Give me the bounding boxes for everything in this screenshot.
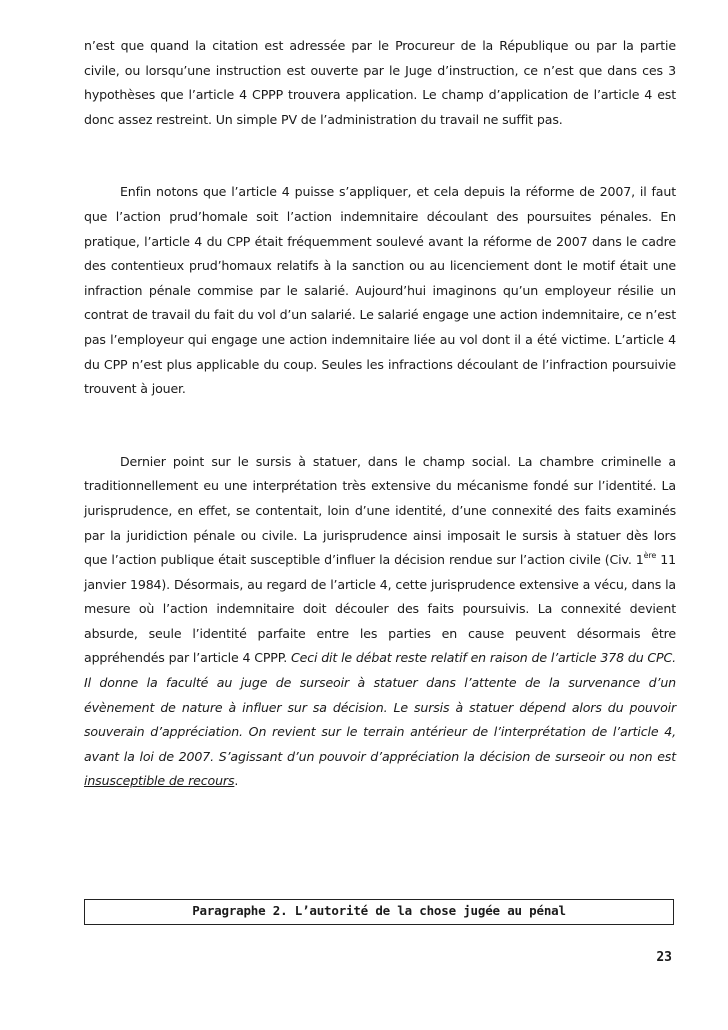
underlined-phrase: insusceptible de recours xyxy=(84,773,235,789)
paragraph-sursis-text-1: Dernier point sur le sursis à statuer, dans le champ social. La chambre criminelle a traditionnellement eu une interprétation très extensive du mécanisme fondé sur l’identité. La jurisprudence, en effet, se contentait, loin d’une identité, d’une connexité des faits examinés par la juridiction pénale ou civile. La jurisprudence ainsi imposait le sursis à statuer dès lors que l’action publique était susceptible d’influer la décision rendue sur l’action civile (Civ. 1 xyxy=(84,453,676,568)
paragraph-citation-conditions: n’est que quand la citation est adressée par le Procureur de la République ou par la partie civile, ou lorsqu’une instruction est ouverte par le Juge d’instruction, ce n’est que dans ces 3 hypothèses que l’article 4 CPPP trouvera application. Le champ d’application de l’article 4 est donc assez restreint. Un simple PV de l’administration du travail ne suffit pas. xyxy=(84,38,676,127)
paragraph-reforme-2007: Enfin notons que l’article 4 puisse s’appliquer, et cela depuis la réforme de 2007, il faut que l’action prud’homale soit l’action indemnitaire découlant des poursuites pénales. En pratique, l’article 4 du CPP était fréquemment soulevé avant la réforme de 2007 dans le cadre des contentieux prud’homaux relatifs à la sanction ou au licenciement dont le motif était une infraction pénale commise par le salarié. Aujourd’hui imaginons qu’un employeur résilie un contrat de travail du fait du vol d’un salarié. Le salarié engage une action indemnitaire, ce n’est pas l’employeur qui engage une action indemnitaire liée au vol dont il a été victime. L’article 4 du CPP n’est plus applicable du coup. Seules les infractions découlant de l’infraction poursuivie trouvent à jouer. xyxy=(84,184,676,397)
section-heading: Paragraphe 2. L’autorité de la chose jugée au pénal xyxy=(192,903,566,918)
section-heading-box xyxy=(84,899,674,925)
ordinal-superscript: ère xyxy=(643,551,657,561)
paragraph-sursis-text-2: 11 janvier 1984). Désormais, au regard de l’article 4, cette jurisprudence extensive a vécu, dans la mesure où l’action indemnitaire doit découler des faits poursuivis. La connexité devient absurde, seule l’identité parfaite entre les parties en cause peuvent désormais être appréhendés par l’article 4 CPPP. xyxy=(84,552,676,666)
paragraph-sursis-a-statuer xyxy=(84,450,676,794)
page-number: 23 xyxy=(656,950,672,965)
paragraph-sursis-italic: Ceci dit le débat reste relatif en raison de l’article 378 du CPC. Il donne la faculté au juge de surseoir à statuer dans l’attente de la survenance d’un évènement de nature à influer sur sa décision. Le sursis à statuer dépend alors du pouvoir souverain d’appréciation. On revient sur le terrain antérieur de l’interprétation de l’article 4, avant la loi de 2007. S’agissant d’un pouvoir d’appréciation la décision de surseoir ou non est xyxy=(84,650,676,764)
document-body xyxy=(84,34,676,794)
paragraph-sursis-end: . xyxy=(234,773,239,789)
